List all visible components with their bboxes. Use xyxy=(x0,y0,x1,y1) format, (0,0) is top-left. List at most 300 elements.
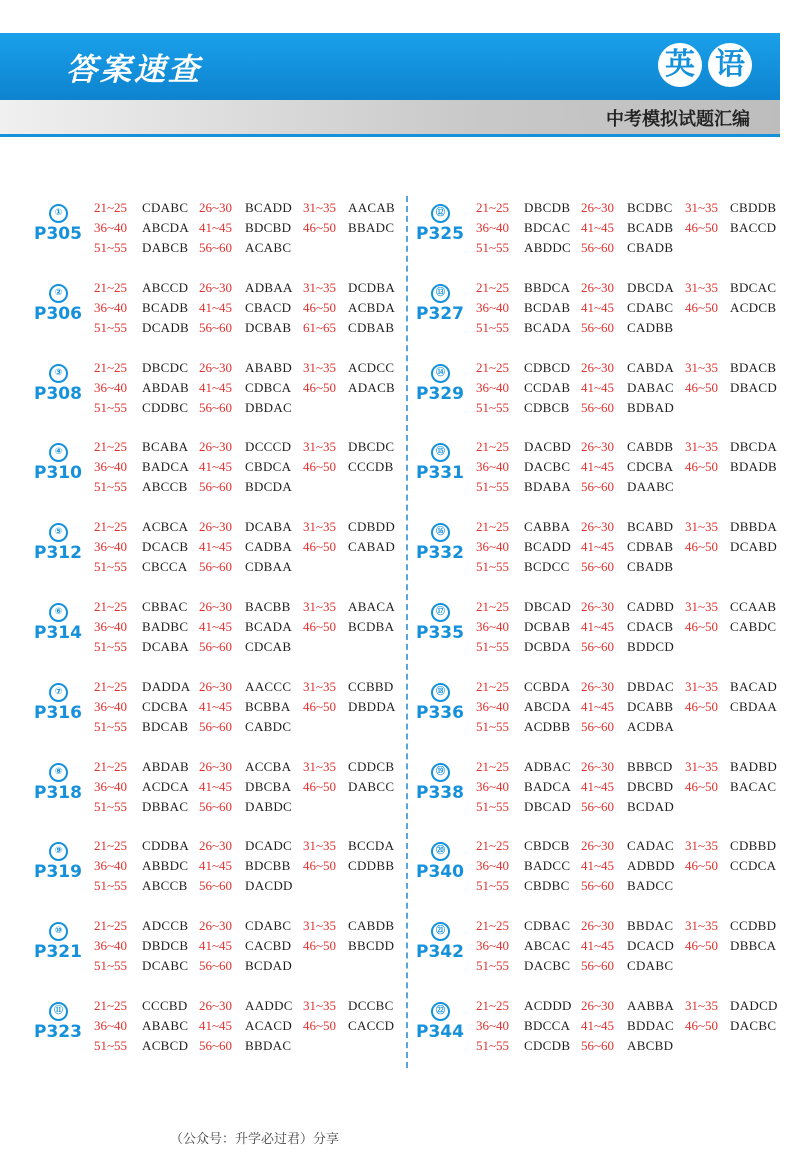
answer-key: CADAC xyxy=(627,838,675,854)
answer-key: ADACB xyxy=(348,379,396,395)
question-range: 46~50 xyxy=(685,1018,719,1033)
answer-key: BCABD xyxy=(627,519,674,535)
answer-row xyxy=(28,298,406,318)
question-range: 51~55 xyxy=(94,639,128,654)
answer-row xyxy=(410,238,788,258)
answer-row xyxy=(410,876,788,896)
question-range: 56~60 xyxy=(199,240,233,255)
answer-key: DBACD xyxy=(730,379,778,395)
answer-key: DBCAD xyxy=(524,599,572,614)
answer-row xyxy=(28,238,406,258)
question-range: 36~40 xyxy=(94,1018,128,1033)
question-range: 31~35 xyxy=(303,519,337,535)
answer-key: ABCAC xyxy=(524,938,571,954)
answer-row xyxy=(28,198,406,218)
answer-key: DACBC xyxy=(524,958,571,974)
answer-key: BDCBD xyxy=(245,220,292,235)
answer-key: CDBDD xyxy=(348,519,396,535)
page-reference: P308 xyxy=(34,383,82,404)
answer-key: CDABC xyxy=(627,299,674,315)
answer-key: DBDAC xyxy=(245,399,293,415)
question-range: 26~30 xyxy=(199,758,233,774)
answer-key: DABCB xyxy=(142,240,189,255)
question-range: 31~35 xyxy=(303,359,337,375)
answer-key: BCBBA xyxy=(245,698,291,714)
answer-key: BBBCD xyxy=(627,758,673,774)
answer-key: AADDC xyxy=(245,998,293,1013)
answer-key: BDCAC xyxy=(524,220,571,235)
question-range: 21~25 xyxy=(476,838,510,854)
answer-block xyxy=(28,597,406,663)
question-range: 41~45 xyxy=(581,539,615,555)
question-range: 41~45 xyxy=(199,459,233,475)
question-range: 21~25 xyxy=(94,519,128,535)
question-range: 51~55 xyxy=(476,559,510,575)
question-range: 51~55 xyxy=(94,240,128,255)
question-range: 46~50 xyxy=(685,778,719,794)
question-range: 56~60 xyxy=(199,1038,233,1053)
question-range: 41~45 xyxy=(581,619,615,634)
answer-key: DBCDA xyxy=(627,279,675,295)
answer-key: CDABC xyxy=(245,918,292,934)
answer-key: BACAC xyxy=(730,778,777,794)
test-number-badge: ⑯ xyxy=(431,523,450,542)
answer-key: BCADA xyxy=(524,319,572,335)
question-range: 46~50 xyxy=(685,619,719,634)
question-range: 36~40 xyxy=(476,778,510,794)
question-range: 41~45 xyxy=(199,698,233,714)
question-range: 56~60 xyxy=(581,798,615,814)
answer-block xyxy=(28,358,406,424)
question-range: 36~40 xyxy=(476,619,510,634)
answer-key: CABDB xyxy=(348,918,395,934)
answer-row xyxy=(410,198,788,218)
answer-key: BCADD xyxy=(245,200,293,215)
answer-block xyxy=(410,437,788,503)
question-range: 51~55 xyxy=(94,878,128,894)
answer-row xyxy=(28,677,406,697)
question-range: 46~50 xyxy=(685,858,719,874)
answer-key: BBDAC xyxy=(245,1038,292,1053)
question-range: 36~40 xyxy=(94,858,128,874)
question-range: 46~50 xyxy=(685,220,719,235)
answer-key: CDABC xyxy=(627,958,674,974)
answer-block xyxy=(28,677,406,743)
answer-key: BADCC xyxy=(524,858,571,874)
answer-key: CBDDB xyxy=(730,200,777,215)
question-range: 31~35 xyxy=(303,998,337,1013)
answer-key: BADCA xyxy=(524,778,572,794)
answer-key: ACDBA xyxy=(627,718,675,734)
answer-key: ACABC xyxy=(245,240,292,255)
question-range: 36~40 xyxy=(94,299,128,315)
answer-key: DCACB xyxy=(142,539,189,555)
page-title: 答案速查 xyxy=(66,52,202,88)
answer-row xyxy=(28,856,406,876)
question-range: 51~55 xyxy=(476,479,510,495)
answer-row xyxy=(410,398,788,418)
answer-key: AACAB xyxy=(348,200,396,215)
answer-key: ADCCB xyxy=(142,918,189,934)
answer-key: AABBA xyxy=(627,998,675,1013)
test-number-badge: ④ xyxy=(49,443,68,462)
answer-key: BDABA xyxy=(524,479,572,495)
answer-block xyxy=(410,836,788,902)
question-range: 56~60 xyxy=(199,718,233,734)
answer-key: DCCCD xyxy=(245,439,292,455)
answer-row xyxy=(28,777,406,797)
test-number-badge: ① xyxy=(49,204,68,223)
answer-row xyxy=(28,358,406,378)
question-range: 31~35 xyxy=(685,519,719,535)
page-reference: P336 xyxy=(416,702,464,723)
question-range: 31~35 xyxy=(303,439,337,455)
answer-key: CADBD xyxy=(627,599,675,614)
answer-key: BCADD xyxy=(524,539,572,555)
question-range: 41~45 xyxy=(199,379,233,395)
answer-row xyxy=(28,437,406,457)
answer-key: CDCBA xyxy=(627,459,674,475)
answer-key: ACDCC xyxy=(348,359,395,375)
answer-row xyxy=(410,637,788,657)
answer-key: DCABC xyxy=(142,958,189,974)
question-range: 21~25 xyxy=(94,200,128,215)
answer-row xyxy=(28,876,406,896)
question-range: 21~25 xyxy=(476,279,510,295)
answer-key: CDBCA xyxy=(245,379,292,395)
test-number-badge: ⑲ xyxy=(431,763,450,782)
question-range: 41~45 xyxy=(199,1018,233,1033)
answer-row xyxy=(28,318,406,338)
answer-key: CABDB xyxy=(627,439,674,455)
answer-row xyxy=(28,916,406,936)
question-range: 56~60 xyxy=(581,479,615,495)
answer-row xyxy=(28,996,406,1016)
answer-row xyxy=(28,457,406,477)
answer-row xyxy=(28,378,406,398)
question-range: 41~45 xyxy=(581,938,615,954)
answer-key: CABBA xyxy=(524,519,571,535)
answer-key: CCDBD xyxy=(730,918,777,934)
answer-key: DACBC xyxy=(730,1018,777,1033)
answer-key: CACCD xyxy=(348,1018,395,1033)
question-range: 46~50 xyxy=(303,1018,337,1033)
answer-key: ABCCB xyxy=(142,479,188,495)
question-range: 46~50 xyxy=(303,459,337,475)
question-range: 41~45 xyxy=(581,459,615,475)
question-range: 51~55 xyxy=(476,958,510,974)
answer-key: CDABC xyxy=(142,200,189,215)
answer-row xyxy=(28,1036,406,1056)
answer-key: DABAC xyxy=(627,379,675,395)
question-range: 21~25 xyxy=(476,519,510,535)
question-range: 26~30 xyxy=(199,599,233,614)
question-range: 46~50 xyxy=(685,938,719,954)
answer-key: ACCBA xyxy=(245,758,292,774)
answer-block xyxy=(410,358,788,424)
question-range: 41~45 xyxy=(199,539,233,555)
answer-key: DADCD xyxy=(730,998,778,1013)
question-range: 36~40 xyxy=(94,778,128,794)
answer-key: DBDDA xyxy=(348,698,396,714)
answer-key: CDBAC xyxy=(524,918,571,934)
answer-key: CCBDA xyxy=(524,678,571,694)
question-range: 26~30 xyxy=(199,838,233,854)
answer-row xyxy=(410,318,788,338)
answer-key: CBBAC xyxy=(142,599,188,614)
question-range: 26~30 xyxy=(199,279,233,295)
answer-key: ABABD xyxy=(245,359,293,375)
answer-block xyxy=(28,836,406,902)
answer-key: BCDCC xyxy=(524,559,570,575)
question-range: 21~25 xyxy=(94,599,128,614)
question-range: 51~55 xyxy=(476,1038,510,1053)
test-number-badge: ③ xyxy=(49,364,68,383)
question-range: 36~40 xyxy=(94,379,128,395)
question-range: 41~45 xyxy=(199,858,233,874)
question-range: 26~30 xyxy=(199,439,233,455)
page-subtitle: 中考模拟试题汇编 xyxy=(606,109,750,130)
question-range: 61~65 xyxy=(303,319,337,335)
question-range: 46~50 xyxy=(303,858,337,874)
answer-row xyxy=(410,697,788,717)
question-range: 21~25 xyxy=(94,359,128,375)
answer-row xyxy=(28,757,406,777)
page-reference: P310 xyxy=(34,463,82,484)
answer-key: ABACA xyxy=(348,599,396,614)
question-range: 56~60 xyxy=(199,479,233,495)
answer-key: CCDAB xyxy=(524,379,571,395)
page-reference: P319 xyxy=(34,862,82,883)
test-number-badge: ㉑ xyxy=(431,922,450,941)
question-range: 36~40 xyxy=(476,1018,510,1033)
answer-key: BBDCA xyxy=(524,279,571,295)
answer-key: DBDAC xyxy=(627,678,675,694)
question-range: 56~60 xyxy=(199,319,233,335)
question-range: 26~30 xyxy=(581,838,615,854)
question-range: 56~60 xyxy=(199,958,233,974)
answer-key: CDDCB xyxy=(348,758,395,774)
question-range: 26~30 xyxy=(199,519,233,535)
answer-key: BACBB xyxy=(245,599,291,614)
column-divider xyxy=(406,196,408,1068)
answer-row xyxy=(410,477,788,497)
answer-key: CDDBA xyxy=(142,838,190,854)
answer-block xyxy=(28,278,406,344)
answer-row xyxy=(410,597,788,617)
answer-key: CBDBC xyxy=(524,878,570,894)
question-range: 46~50 xyxy=(303,299,337,315)
page-reference: P318 xyxy=(34,782,82,803)
answer-key: BADCC xyxy=(627,878,674,894)
answer-row xyxy=(28,836,406,856)
answer-row xyxy=(410,537,788,557)
page-reference: P305 xyxy=(34,224,82,244)
question-range: 46~50 xyxy=(303,220,337,235)
question-range: 31~35 xyxy=(303,279,337,295)
question-range: 46~50 xyxy=(303,539,337,555)
answer-key: DBDCB xyxy=(142,938,189,954)
question-range: 56~60 xyxy=(581,639,615,654)
question-range: 56~60 xyxy=(199,559,233,575)
question-range: 21~25 xyxy=(476,200,510,215)
answer-key: CCAAB xyxy=(730,599,777,614)
question-range: 46~50 xyxy=(685,299,719,315)
answer-key: DBCAD xyxy=(524,798,572,814)
question-range: 56~60 xyxy=(199,399,233,415)
answer-block xyxy=(410,198,788,264)
question-range: 21~25 xyxy=(476,678,510,694)
question-range: 31~35 xyxy=(303,838,337,854)
answer-key: DBBAC xyxy=(142,798,189,814)
question-range: 36~40 xyxy=(94,698,128,714)
question-range: 51~55 xyxy=(476,319,510,335)
answer-block xyxy=(410,517,788,583)
question-range: 26~30 xyxy=(199,998,233,1013)
answer-row xyxy=(28,797,406,817)
answer-key: ABBDC xyxy=(142,858,189,874)
answer-key: ACDDD xyxy=(524,998,572,1013)
answer-key: CCDCA xyxy=(730,858,777,874)
answer-row xyxy=(28,936,406,956)
answer-key: CCCBD xyxy=(142,998,188,1013)
question-range: 26~30 xyxy=(581,279,615,295)
question-range: 36~40 xyxy=(476,299,510,315)
question-range: 21~25 xyxy=(94,279,128,295)
answer-key: DBBCA xyxy=(730,938,777,954)
question-range: 21~25 xyxy=(476,359,510,375)
test-number-badge: ⑬ xyxy=(431,284,450,303)
band-divider xyxy=(0,134,780,137)
answer-block xyxy=(28,198,406,264)
answer-row xyxy=(410,757,788,777)
question-range: 26~30 xyxy=(199,200,233,215)
question-range: 26~30 xyxy=(581,918,615,934)
answer-block xyxy=(410,996,788,1062)
answer-block xyxy=(28,757,406,823)
answer-key: BCADA xyxy=(245,619,293,634)
test-number-badge: ⑧ xyxy=(49,763,68,782)
answer-key: CDBCB xyxy=(524,399,570,415)
page-reference: P344 xyxy=(416,1022,464,1042)
question-range: 26~30 xyxy=(581,998,615,1013)
answer-key: BADBD xyxy=(730,758,778,774)
answer-row xyxy=(410,437,788,457)
answer-row xyxy=(28,1016,406,1036)
answer-key: DBCDC xyxy=(348,439,395,455)
answer-key: CDBCD xyxy=(524,359,571,375)
question-range: 56~60 xyxy=(581,878,615,894)
answer-key: DBCDC xyxy=(142,359,189,375)
answer-key: ACDBB xyxy=(524,718,571,734)
answer-key: BADCA xyxy=(142,459,190,475)
question-range: 51~55 xyxy=(94,559,128,575)
question-range: 26~30 xyxy=(581,439,615,455)
answer-key: BDCAC xyxy=(730,279,777,295)
question-range: 56~60 xyxy=(581,958,615,974)
answer-key: BCDBA xyxy=(348,619,395,634)
answer-row xyxy=(410,1036,788,1056)
answer-key: DAABC xyxy=(627,479,675,495)
answer-key: ABCCB xyxy=(142,878,188,894)
answer-key: DCABA xyxy=(245,519,293,535)
answer-row xyxy=(410,936,788,956)
answer-key: CABAD xyxy=(348,539,396,555)
answer-row xyxy=(410,916,788,936)
question-range: 31~35 xyxy=(303,200,337,215)
question-range: 51~55 xyxy=(476,639,510,654)
answer-key: CDCBA xyxy=(142,698,189,714)
question-range: 21~25 xyxy=(476,918,510,934)
question-range: 21~25 xyxy=(94,678,128,694)
page-reference: P312 xyxy=(34,543,82,564)
answer-row xyxy=(410,797,788,817)
answer-key: DCBAB xyxy=(524,619,571,634)
answer-row xyxy=(28,617,406,637)
answer-key: DADDA xyxy=(142,678,191,694)
test-number-badge: ⑰ xyxy=(431,603,450,622)
answer-key: DACDD xyxy=(245,878,293,894)
answer-key: CBADB xyxy=(627,559,674,575)
question-range: 31~35 xyxy=(685,918,719,934)
answer-row xyxy=(410,517,788,537)
question-range: 56~60 xyxy=(581,240,615,255)
answer-key: BDCDA xyxy=(245,479,293,495)
test-number-badge: ⑨ xyxy=(49,842,68,861)
page-reference: P325 xyxy=(416,224,464,244)
answer-row xyxy=(410,557,788,577)
answer-key: DBBDA xyxy=(730,519,778,535)
answer-row xyxy=(28,697,406,717)
question-range: 21~25 xyxy=(476,758,510,774)
question-range: 41~45 xyxy=(199,778,233,794)
answer-key: DACBD xyxy=(524,439,572,455)
question-range: 41~45 xyxy=(581,299,615,315)
question-range: 46~50 xyxy=(685,698,719,714)
answer-key: CCCDB xyxy=(348,459,394,475)
answer-key: DCACD xyxy=(627,938,675,954)
answer-key: BDADB xyxy=(730,459,778,475)
page-reference: P329 xyxy=(416,383,464,404)
answer-key: BACCD xyxy=(730,220,777,235)
question-range: 51~55 xyxy=(476,718,510,734)
answer-key: BDCAB xyxy=(142,718,189,734)
question-range: 31~35 xyxy=(685,758,719,774)
answer-row xyxy=(28,278,406,298)
answer-key: CBACD xyxy=(245,299,292,315)
answer-key: DCBAB xyxy=(245,319,292,335)
answer-key: BDACB xyxy=(730,359,777,375)
question-range: 41~45 xyxy=(199,220,233,235)
question-range: 41~45 xyxy=(581,1018,615,1033)
question-range: 36~40 xyxy=(94,539,128,555)
answer-block xyxy=(28,517,406,583)
question-range: 41~45 xyxy=(581,778,615,794)
page-reference: P342 xyxy=(416,942,464,963)
question-range: 26~30 xyxy=(581,678,615,694)
question-range: 21~25 xyxy=(476,998,510,1013)
answer-block xyxy=(410,278,788,344)
question-range: 26~30 xyxy=(199,918,233,934)
answer-block xyxy=(410,757,788,823)
answer-key: ACBCA xyxy=(142,519,189,535)
answer-key: CABDC xyxy=(730,619,777,634)
page-reference: P316 xyxy=(34,702,82,723)
page-reference: P306 xyxy=(34,303,82,324)
question-range: 31~35 xyxy=(685,678,719,694)
answer-key: DCADB xyxy=(142,319,190,335)
answer-key: DCABA xyxy=(142,639,190,654)
